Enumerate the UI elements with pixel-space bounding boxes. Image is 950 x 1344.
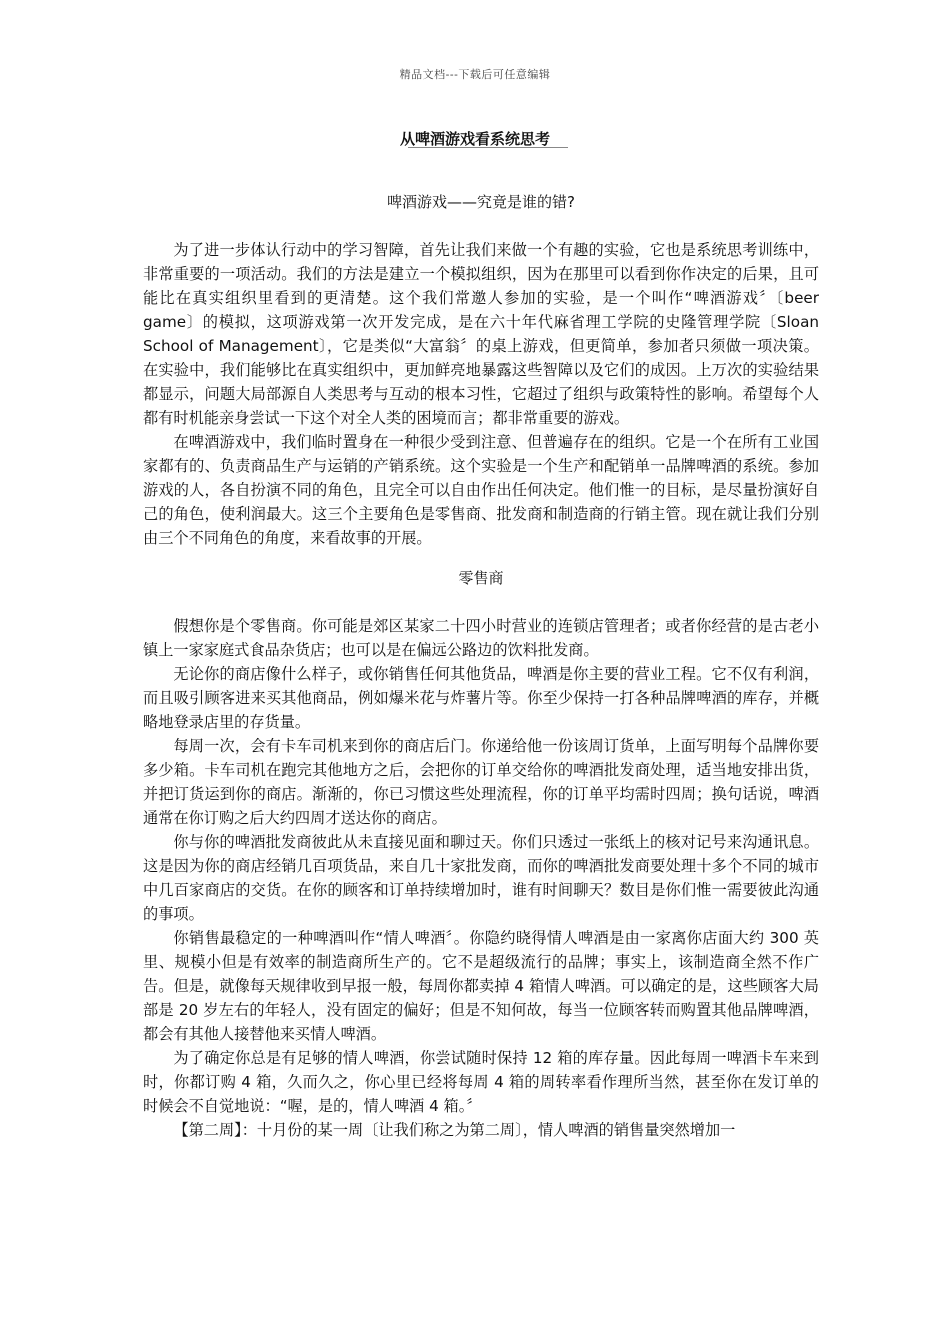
paragraph: 为了确定你总是有足够的情人啤酒，你尝试随时保持 12 箱的库存量。因此每周一啤酒卡车来到时，你都订购 4 箱，久而久之，你心里已经将每周 4 箱的周转率看作理所当然，甚至你在发订单的时候会不自觉地说：“喔，是的，情人啤酒 4 箱。〞 <box>143 1049 819 1115</box>
paragraph: 为了进一步体认行动中的学习智障，首先让我们来做一个有趣的实验，它也是系统思考训练中，非常重要的一项活动。我们的方法是建立一个模拟组织，因为在那里可以看到你作决定的后果，且可能比在真实组织里看到的更清楚。这个我们常邀人参加的实验，是一个叫作“啤酒游戏〞〔beer game〕的模拟，这项游戏第一次开发完成，是在六十年代麻省理工学院的史隆管理学院〔Sloan School of Management〕，它是类似“大富翁〞的桌上游戏，但更简单，参加者只须做一项决策。在实验中，我们能够比在真实组织中，更加鲜亮地暴露这些智障以及它们的成因。上万次的实验结果都显示，问题大局部源自人类思考与互动的根本习性，它超过了组织与政策特性的影响。希望每个人都有时机能亲身尝试一下这个对全人类的困境而言；都非常重要的游戏。 <box>143 241 819 427</box>
paragraph: 假想你是个零售商。你可能是郊区某家二十四小时营业的连锁店管理者；或者你经营的是古老小镇上一家家庭式食品杂货店；也可以是在偏远公路边的饮料批发商。 <box>143 617 819 659</box>
paragraph: 在啤酒游戏中，我们临时置身在一种很少受到注意、但普遍存在的组织。它是一个在所有工业国家都有的、负责商品生产与运销的产销系统。这个实验是一个生产和配销单一品牌啤酒的系统。参加游戏的人，各自扮演不同的角色，且完全可以自由作出任何决定。他们惟一的目标，是尽量扮演好自己的角色，使利润最大。这三个主要角色是零售商、批发商和制造商的行销主管。现在就让我们分别由三个不同角色的角度，来看故事的开展。 <box>143 433 819 547</box>
title-underline <box>408 147 568 148</box>
paragraph: 你销售最稳定的一种啤酒叫作“情人啤酒〞。你隐约晓得情人啤酒是由一家离你店面大约 300 英里、规模小但是有效率的制造商所生产的。它不是超级流行的品牌；事实上，该制造商全然不作广告。但是，就像每天规律收到早报一般，每周你都卖掉 4 箱情人啤酒。可以确定的是，这些顾客大局部是 20 岁左右的年轻人，没有固定的偏好；但是不知何故，每当一位顾客转而购置其他品牌啤酒，都会有其他人接替他来买情人啤酒。 <box>143 929 819 1043</box>
document-body <box>143 190 819 1142</box>
document-title: 从啤酒游戏看系统思考 <box>399 130 550 148</box>
section-heading-retailer: 零售商 <box>458 569 504 587</box>
paragraph: 每周一次，会有卡车司机来到你的商店后门。你递给他一份该周订货单，上面写明每个品牌你要多少箱。卡车司机在跑完其他地方之后，会把你的订单交给你的啤酒批发商处理，适当地安排出货，并把订货运到你的商店。渐渐的，你已习惯这些处理流程，你的订单平均需时四周；换句话说，啤酒通常在你订购之后大约四周才送达你的商店。 <box>143 737 819 827</box>
section-heading-beer-game: 啤酒游戏——究竟是谁的错? <box>387 193 575 211</box>
page-header-note: 精品文档---下载后可任意编辑 <box>399 68 551 81</box>
paragraph: 【第二周】：十月份的某一周〔让我们称之为第二周〕，情人啤酒的销售量突然增加一 <box>173 1121 736 1139</box>
paragraph: 无论你的商店像什么样子，或你销售任何其他货品，啤酒是你主要的营业工程。它不仅有利润，而且吸引顾客进来买其他商品，例如爆米花与炸薯片等。你至少保持一打各种品牌啤酒的库存，并概略地登录店里的存货量。 <box>143 665 819 731</box>
paragraph: 你与你的啤酒批发商彼此从未直接见面和聊过天。你们只透过一张纸上的核对记号来沟通讯息。这是因为你的商店经销几百项货品，来自几十家批发商，而你的啤酒批发商要处理十多个不同的城市中几百家商店的交货。在你的顾客和订单持续增加时，谁有时间聊天？数目是你们惟一需要彼此沟通的事项。 <box>143 833 819 923</box>
